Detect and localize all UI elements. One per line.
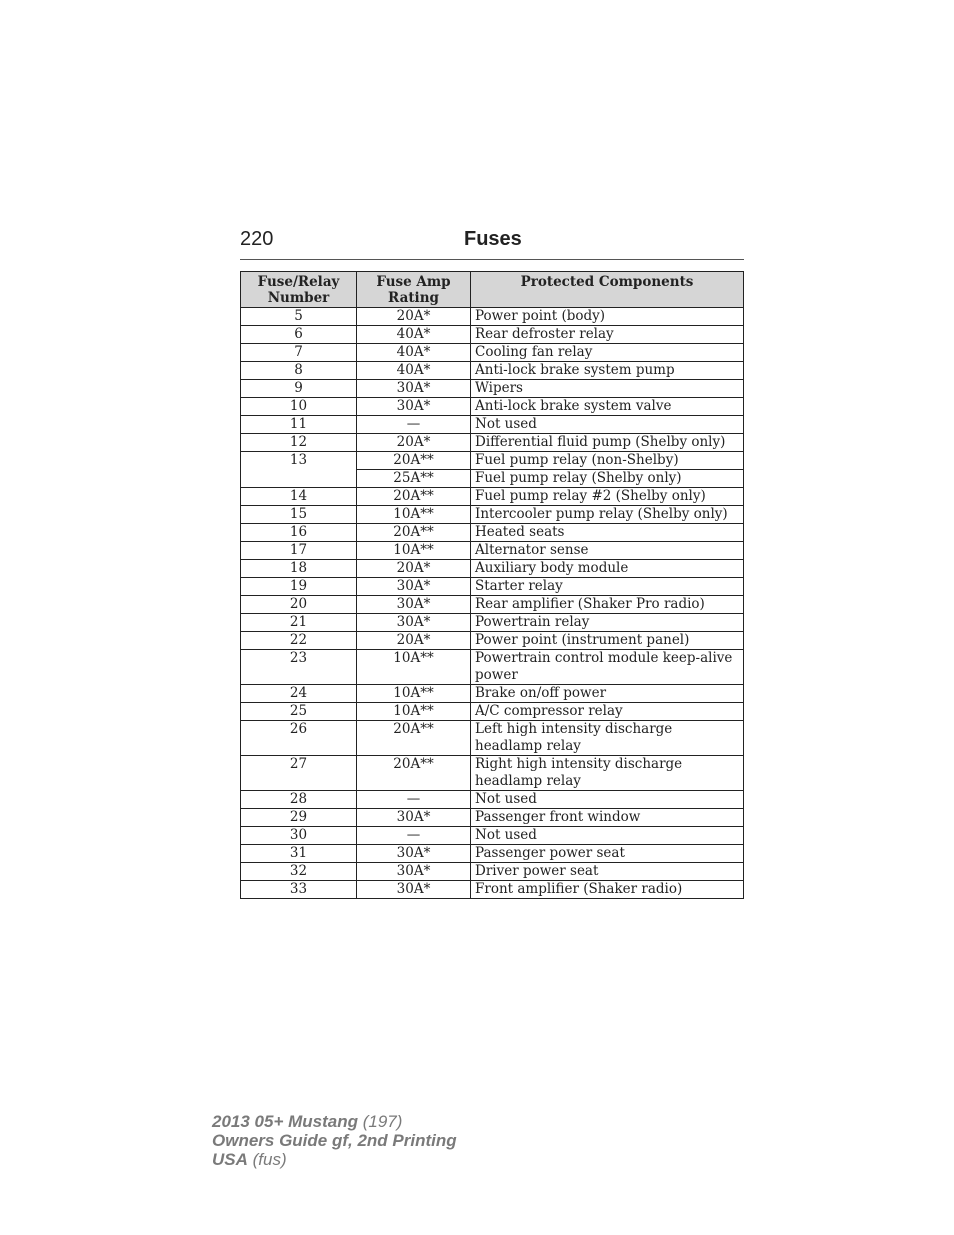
protected-component-cell: Powertrain relay — [471, 614, 744, 632]
fuse-number-cell: 17 — [241, 542, 357, 560]
amp-rating-cell: 10A** — [357, 506, 471, 524]
column-header-components: Protected Components — [471, 272, 744, 308]
table-body — [241, 308, 744, 899]
fuse-number-cell: 6 — [241, 326, 357, 344]
amp-rating-cell: 30A* — [357, 863, 471, 881]
fuse-number-cell: 28 — [241, 791, 357, 809]
page-title: Fuses — [464, 228, 522, 250]
table-row — [241, 845, 744, 863]
fuse-number-cell: 31 — [241, 845, 357, 863]
protected-component-cell: Auxiliary body module — [471, 560, 744, 578]
protected-component-cell: Not used — [471, 827, 744, 845]
footer — [212, 1112, 457, 1169]
amp-rating-cell: 40A* — [357, 326, 471, 344]
table-row — [241, 542, 744, 560]
fuse-number-cell: 33 — [241, 881, 357, 899]
table-row — [241, 362, 744, 380]
protected-component-cell: Anti-lock brake system pump — [471, 362, 744, 380]
protected-component-cell: Brake on/off power — [471, 685, 744, 703]
fuse-number-cell: 9 — [241, 380, 357, 398]
amp-rating-cell: 30A* — [357, 398, 471, 416]
table-row — [241, 344, 744, 362]
fuse-number-cell: 12 — [241, 434, 357, 452]
amp-rating-cell: 30A* — [357, 809, 471, 827]
table-row — [241, 809, 744, 827]
table-row — [241, 326, 744, 344]
table-row — [241, 703, 744, 721]
fuse-number-cell: 18 — [241, 560, 357, 578]
amp-rating-cell: 20A** — [357, 721, 471, 756]
amp-rating-cell: 20A* — [357, 560, 471, 578]
fuse-number-cell: 23 — [241, 650, 357, 685]
table-row — [241, 614, 744, 632]
table-row — [241, 308, 744, 326]
table-row — [241, 560, 744, 578]
amp-rating-cell: 40A* — [357, 344, 471, 362]
amp-rating-cell: 20A* — [357, 632, 471, 650]
amp-rating-cell: 10A** — [357, 703, 471, 721]
fuse-number-cell: 25 — [241, 703, 357, 721]
table-row — [241, 685, 744, 703]
page-header — [240, 228, 744, 258]
amp-rating-cell: 20A* — [357, 434, 471, 452]
amp-rating-cell: 40A* — [357, 362, 471, 380]
amp-rating-cell: 20A** — [357, 756, 471, 791]
fuse-number-cell: 27 — [241, 756, 357, 791]
protected-component-cell: Anti-lock brake system valve — [471, 398, 744, 416]
footer-line-3 — [212, 1150, 457, 1169]
amp-rating-cell: 30A* — [357, 578, 471, 596]
amp-rating-cell: 30A* — [357, 614, 471, 632]
column-header-amp-rating: Fuse Amp Rating — [357, 272, 471, 308]
protected-component-cell: Not used — [471, 791, 744, 809]
table-row — [241, 578, 744, 596]
column-header-fuse-number: Fuse/Relay Number — [241, 272, 357, 308]
table-row — [241, 721, 744, 756]
fuse-table — [240, 271, 744, 899]
protected-component-cell: Power point (body) — [471, 308, 744, 326]
amp-rating-cell: 20A* — [357, 308, 471, 326]
amp-rating-cell: — — [357, 827, 471, 845]
amp-rating-cell: 30A* — [357, 380, 471, 398]
protected-component-cell: Rear amplifier (Shaker Pro radio) — [471, 596, 744, 614]
table-row — [241, 863, 744, 881]
footer-model-code: (197) — [358, 1112, 403, 1131]
protected-component-cell: Fuel pump relay #2 (Shelby only) — [471, 488, 744, 506]
table-row — [241, 434, 744, 452]
amp-rating-cell: 10A** — [357, 650, 471, 685]
fuse-number-cell: 24 — [241, 685, 357, 703]
fuse-number-cell: 26 — [241, 721, 357, 756]
amp-rating-cell: 30A* — [357, 596, 471, 614]
amp-rating-cell: 10A** — [357, 542, 471, 560]
table-header-row — [241, 272, 744, 308]
table-row — [241, 632, 744, 650]
amp-rating-cell: 10A** — [357, 685, 471, 703]
footer-market: USA — [212, 1150, 248, 1169]
amp-rating-cell: 25A** — [357, 470, 471, 488]
page-number: 220 — [240, 228, 274, 250]
table-row — [241, 524, 744, 542]
protected-component-cell: Starter relay — [471, 578, 744, 596]
protected-component-cell: A/C compressor relay — [471, 703, 744, 721]
protected-component-cell: Alternator sense — [471, 542, 744, 560]
footer-line-1 — [212, 1112, 457, 1131]
fuse-number-cell: 7 — [241, 344, 357, 362]
protected-component-cell: Passenger power seat — [471, 845, 744, 863]
amp-rating-cell: — — [357, 791, 471, 809]
footer-market-code: (fus) — [247, 1150, 287, 1169]
header-divider — [240, 259, 744, 260]
fuse-number-cell: 30 — [241, 827, 357, 845]
protected-component-cell: Power point (instrument panel) — [471, 632, 744, 650]
amp-rating-cell: 20A** — [357, 524, 471, 542]
fuse-number-cell: 19 — [241, 578, 357, 596]
table-row — [241, 881, 744, 899]
table-row — [241, 452, 744, 470]
fuse-number-cell: 10 — [241, 398, 357, 416]
amp-rating-cell: 20A** — [357, 488, 471, 506]
footer-guide: Owners Guide gf, 2nd Printing — [212, 1131, 457, 1150]
protected-component-cell: Differential fluid pump (Shelby only) — [471, 434, 744, 452]
table-row — [241, 506, 744, 524]
fuse-number-cell: 20 — [241, 596, 357, 614]
table-row — [241, 791, 744, 809]
table-row — [241, 416, 744, 434]
table-header — [241, 272, 744, 308]
fuse-number-cell: 32 — [241, 863, 357, 881]
protected-component-cell: Driver power seat — [471, 863, 744, 881]
table-row — [241, 827, 744, 845]
protected-component-cell: Wipers — [471, 380, 744, 398]
protected-component-cell: Front amplifier (Shaker radio) — [471, 881, 744, 899]
fuse-number-cell: 5 — [241, 308, 357, 326]
amp-rating-cell: — — [357, 416, 471, 434]
table-row — [241, 596, 744, 614]
table-row — [241, 380, 744, 398]
fuse-number-cell: 11 — [241, 416, 357, 434]
protected-component-cell: Not used — [471, 416, 744, 434]
protected-component-cell: Passenger front window — [471, 809, 744, 827]
fuse-number-cell: 21 — [241, 614, 357, 632]
protected-component-cell: Fuel pump relay (non-Shelby) — [471, 452, 744, 470]
table-row — [241, 398, 744, 416]
amp-rating-cell: 20A** — [357, 452, 471, 470]
amp-rating-cell: 30A* — [357, 845, 471, 863]
fuse-number-cell: 14 — [241, 488, 357, 506]
fuse-number-cell: 16 — [241, 524, 357, 542]
protected-component-cell: Heated seats — [471, 524, 744, 542]
protected-component-cell: Left high intensity discharge headlamp relay — [471, 721, 744, 756]
fuse-number-cell: 13 — [241, 452, 357, 488]
fuse-number-cell: 29 — [241, 809, 357, 827]
fuse-number-cell: 8 — [241, 362, 357, 380]
table-row — [241, 488, 744, 506]
protected-component-cell: Fuel pump relay (Shelby only) — [471, 470, 744, 488]
protected-component-cell: Intercooler pump relay (Shelby only) — [471, 506, 744, 524]
amp-rating-cell: 30A* — [357, 881, 471, 899]
footer-model: 2013 05+ Mustang — [212, 1112, 358, 1131]
table-row — [241, 650, 744, 685]
fuse-number-cell: 15 — [241, 506, 357, 524]
footer-line-2 — [212, 1131, 457, 1150]
protected-component-cell: Right high intensity discharge headlamp relay — [471, 756, 744, 791]
fuse-number-cell: 22 — [241, 632, 357, 650]
protected-component-cell: Powertrain control module keep-alive power — [471, 650, 744, 685]
protected-component-cell: Cooling fan relay — [471, 344, 744, 362]
protected-component-cell: Rear defroster relay — [471, 326, 744, 344]
table-row — [241, 756, 744, 791]
